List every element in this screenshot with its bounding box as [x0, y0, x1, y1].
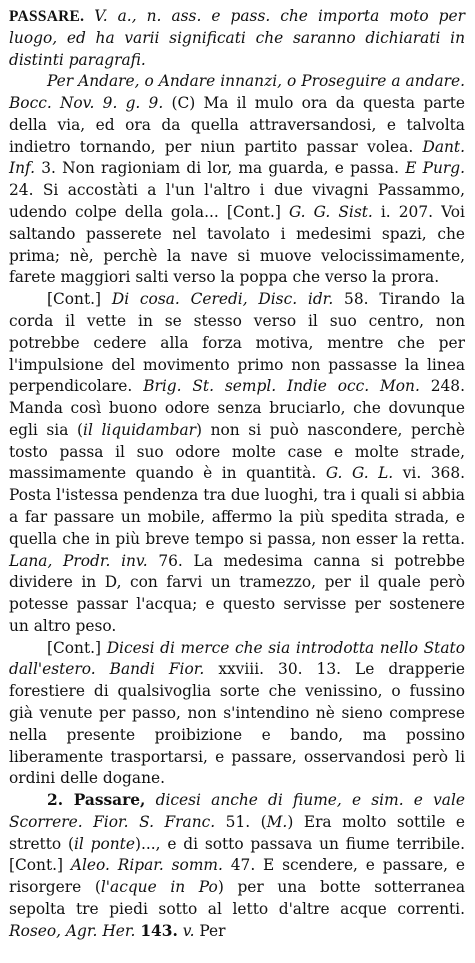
definition-paragraph: [9, 289, 465, 638]
body-text: 3. Non ragioniam di lor, ma guarda, e passa.: [35, 159, 406, 178]
body-text: 47. E scendere, e passare, e risorgere (: [9, 856, 465, 897]
body-text: [145, 791, 155, 809]
body-text: xxviii. 30. 13. Le drapperie forestiere di qualsivoglia sorte che venissino, o fussino già venute per passo, non s'intendino nè sieno comprese nella presente proibizione e bando, ma possino liberamente trasportarsi, e passare, osservandosi però li ordini delle dogane.: [9, 660, 465, 788]
headword: PASSARE.: [9, 8, 85, 25]
body-text: )..., e di sotto passava un fiume terribile. [Cont.]: [9, 834, 466, 875]
definition-paragraph: [9, 638, 465, 790]
citation-italic-text: Dicesi di merce che sia introdotta nello Stato dall'estero. Bandi Fior.: [9, 638, 465, 679]
citation-italic-text: Brig. St. sempl. Indie occ. Mon.: [143, 377, 420, 396]
sense-label: 143.: [140, 921, 178, 940]
citation-italic-text: Dant. Inf.: [9, 137, 465, 178]
citation-italic-text: il ponte: [74, 834, 135, 853]
citation-italic-text: E Purg.: [405, 159, 466, 178]
body-text: ) per una botte sotterranea sepolta tre piedi sotto al letto d'altre acque correnti.: [9, 878, 466, 919]
citation-italic-text: Aleo. Ripar. somm.: [70, 856, 223, 875]
citation-italic-text: v.: [182, 921, 195, 940]
body-text: 24. Si accostàti a l'un l'altro i due vivagni Passammo, udendo colpe della gola... [Cont.]: [9, 181, 465, 222]
body-text: 76. La medesima canna si potrebbe dividere in D, con farvi un tramezzo, per il quale però potesse passar l'acqua; e questo servisse per sostenere un altro peso.: [9, 551, 465, 635]
body-text: (C) Ma il mulo ora da questa parte della via, ed ora da quella attraversandosi, e talvolta indietro tornando, per niun partito passar volea.: [9, 94, 465, 156]
citation-italic-text: dicesi anche di fiume, e sim. e vale Scorrere. Fior. S. Franc.: [9, 791, 465, 831]
entry-heading-paragraph: [9, 6, 465, 71]
citation-italic-text: Per Andare, o Andare innanzi, o Proseguire a andare.: [47, 72, 465, 91]
sense-label: 2. Passare,: [47, 791, 146, 810]
citation-italic-text: Di cosa. Ceredi, Disc. idr.: [111, 290, 334, 309]
citation-italic-text: l'acque in Po: [100, 878, 218, 897]
body-text: 58. Tirando la corda il vette in se stesso verso il suo centro, non potrebbe cedere alla forza motiva, mentre che per l'impulsione del movimento primo non passasse la linea perpendicolare.: [9, 290, 465, 396]
body-text: [Cont.]: [47, 290, 112, 309]
citation-italic-text: Lana, Prodr. inv.: [9, 551, 148, 570]
body-text: Per: [194, 921, 226, 940]
citation-italic-text: G. G. L.: [325, 464, 394, 483]
definition-paragraph: [9, 71, 465, 289]
definition-paragraph: [9, 790, 465, 942]
body-text: ) non si può nascondere, perchè tosto passa il suo odore molte case e molte strade, massimamente quando è in quantità.: [9, 420, 466, 483]
citation-italic-text: Roseo, Agr. Her.: [9, 921, 136, 940]
grammar-note: V. a., n. ass. e pass. che importa moto per luogo, ed ha varii significati che saranno dichiarati in distinti paragrafi.: [9, 7, 465, 69]
citation-italic-text: il liquidambar: [83, 420, 196, 439]
citation-italic-text: G. G. Sist.: [288, 203, 373, 222]
citation-italic-text: Bocc. Nov. 9. g. 9.: [9, 94, 164, 113]
body-text: [Cont.]: [47, 638, 107, 657]
body-text: vi. 368. Posta l'istessa pendenza tra due luoghi, tra i quali si abbia a far passare un mobile, affermo la più spedita strada, e quella che in più breve tempo si passa, non esser la retta.: [9, 464, 465, 548]
body-text: ) Era molto sottile e stretto (: [9, 812, 466, 853]
citation-italic-text: M.: [266, 812, 288, 831]
body-text: 51. (: [215, 812, 267, 831]
body-text: i. 207. Voi saltando passerete nel tavolato i medesimi spazi, che prima; nè, perchè la nave si muove velocissimamente, farete maggiori salti verso la poppa che verso la prora.: [9, 203, 465, 287]
body-text: 248. Manda così buono odore senza bruciarlo, che dovunque egli sia (: [9, 377, 465, 439]
